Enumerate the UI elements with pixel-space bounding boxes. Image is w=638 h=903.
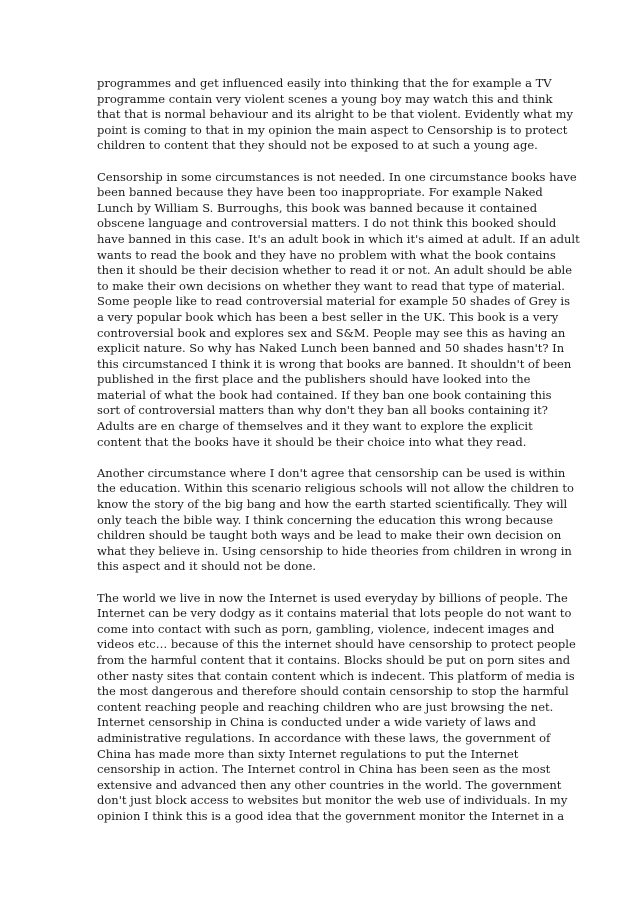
text-line: only teach the bible way. I think concerning the education this wrong because bbox=[97, 512, 554, 527]
text-line: opinion I think this is a good idea that the government monitor the Internet in a bbox=[97, 808, 565, 823]
text-line: then it should be their decision whether to read it or not. An adult should be able bbox=[97, 263, 573, 278]
essay-body bbox=[97, 76, 580, 825]
text-line: China has made more than sixty Internet regulations to put the Internet bbox=[97, 746, 519, 761]
text-line: children to content that they should not be exposed to at such a young age. bbox=[97, 138, 538, 153]
text-line: programmes and get influenced easily into thinking that the for example a TV bbox=[97, 76, 552, 90]
paragraph bbox=[97, 169, 580, 451]
paragraph bbox=[97, 465, 574, 575]
text-line: Lunch by William S. Burroughs, this book was banned because it contained bbox=[97, 200, 538, 215]
paragraph bbox=[97, 590, 576, 825]
text-line: content that the books have it should be their choice into what they read. bbox=[97, 434, 527, 449]
paragraph-gap bbox=[97, 154, 549, 170]
text-line: point is coming to that in my opinion the main aspect to Censorship is to protect bbox=[97, 122, 568, 137]
text-line: other nasty sites that contain content which is indecent. This platform of media is bbox=[97, 668, 575, 683]
text-line: Censorship in some circumstances is not needed. In one circumstance books have bbox=[97, 169, 577, 184]
text-line: Some people like to read controversial material for example 50 shades of Grey is bbox=[97, 294, 570, 309]
text-line: have banned in this case. It's an adult book in which it's aimed at adult. If an adult bbox=[97, 231, 580, 246]
text-line: videos etc… because of this the internet should have censorship to protect people bbox=[97, 637, 576, 652]
text-line: administrative regulations. In accordance with these laws, the government of bbox=[97, 730, 551, 745]
text-line: censorship in action. The Internet control in China has been seen as the most bbox=[97, 762, 551, 777]
text-line: don't just block access to websites but monitor the web use of individuals. In my bbox=[97, 793, 568, 808]
text-line: Internet censorship in China is conducted under a wide variety of laws and bbox=[97, 715, 537, 730]
paragraph-gap bbox=[97, 450, 549, 466]
text-line: a very popular book which has been a best seller in the UK. This book is a very bbox=[97, 309, 559, 324]
text-line: been banned because they have been too inappropriate. For example Naked bbox=[97, 185, 543, 200]
text-line: extensive and advanced then any other countries in the world. The government bbox=[97, 777, 562, 792]
text-line: content reaching people and reaching children who are just browsing the net. bbox=[97, 699, 554, 714]
text-line: this circumstanced I think it is wrong that books are banned. It shouldn't of been bbox=[97, 356, 572, 371]
text-line: wants to read the book and they have no problem with what the book contains bbox=[97, 247, 556, 262]
paragraph-gap bbox=[97, 575, 549, 591]
text-line: Adults are en charge of themselves and it they want to explore the explicit bbox=[97, 419, 533, 434]
text-line: explicit nature. So why has Naked Lunch been banned and 50 shades hasn't? In bbox=[97, 341, 565, 356]
text-line: from the harmful content that it contains. Blocks should be put on porn sites and bbox=[97, 652, 571, 667]
text-line: published in the first place and the publishers should have looked into the bbox=[97, 372, 531, 387]
text-line: come into contact with such as porn, gambling, violence, indecent images and bbox=[97, 621, 555, 636]
text-line: sort of controversial matters than why don't they ban all books containing it? bbox=[97, 403, 548, 418]
paragraph bbox=[97, 76, 573, 154]
text-line: programme contain very violent scenes a young boy may watch this and think bbox=[97, 91, 553, 106]
text-line: to make their own decisions on whether they want to read that type of material. bbox=[97, 278, 565, 293]
text-line: that that is normal behaviour and its alright to be that violent. Evidently what my bbox=[97, 107, 573, 122]
text-line: material of what the book had contained. If they ban one book containing this bbox=[97, 387, 552, 402]
text-line: controversial book and explores sex and S&M. People may see this as having an bbox=[97, 325, 566, 340]
text-line: obscene language and controversial matters. I do not think this booked should bbox=[97, 216, 557, 231]
text-line: Another circumstance where I don't agree that censorship can be used is within bbox=[97, 465, 566, 480]
text-line: The world we live in now the Internet is used everyday by billions of people. The bbox=[97, 590, 568, 605]
text-line: what they believe in. Using censorship to hide theories from children in wrong in bbox=[97, 543, 572, 558]
text-line: know the story of the big bang and how the earth started scientifically. They will bbox=[97, 497, 568, 512]
text-line: the education. Within this scenario religious schools will not allow the children to bbox=[97, 481, 574, 496]
text-line: Internet can be very dodgy as it contains material that lots people do not want to bbox=[97, 606, 572, 621]
text-line: this aspect and it should not be done. bbox=[97, 559, 317, 574]
text-line: children should be taught both ways and be lead to make their own decision on bbox=[97, 528, 562, 543]
text-line: the most dangerous and therefore should contain censorship to stop the harmful bbox=[97, 684, 569, 699]
